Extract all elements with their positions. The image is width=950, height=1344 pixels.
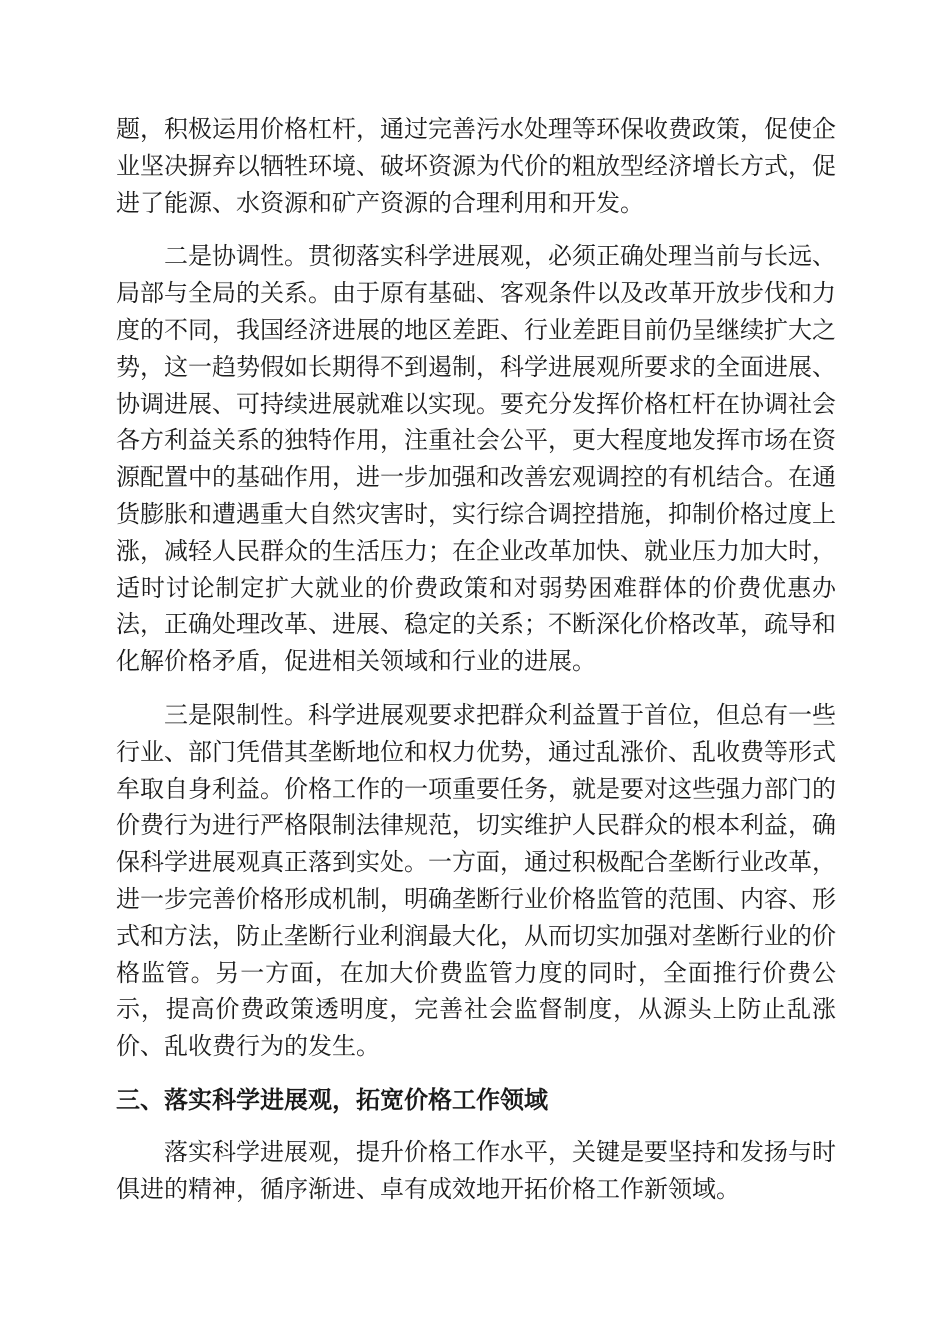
section-heading: 三、落实科学进展观，拓宽价格工作领域 <box>116 1085 548 1114</box>
paragraph-restriction: 三是限制性。科学进展观要求把群众利益置于首位，但总有一些行业、部门凭借其垄断地位和权力优势，通过乱涨价、乱收费等形式牟取自身利益。价格工作的一项重要任务，就是要对这些强力部门的价费行为进行严格限制法律规范，切实维护人民群众的根本利益，确保科学进展观真正落到实处。一方面，通过积极配合垄断行业改革，进一步完善价格形成机制，明确垄断行业价格监管的范围、内容、形式和方法，防止垄断行业利润最大化，从而切实加强对垄断行业的价格监管。另一方面，在加大价费监管力度的同时，全面推行价费公示，提高价费政策透明度，完善社会监督制度，从源头上防止乱涨价、乱收费行为的发生。 <box>116 700 836 1061</box>
paragraph-closing: 落实科学进展观，提升价格工作水平，关键是要坚持和发扬与时俱进的精神，循序渐进、卓有成效地开拓价格工作新领域。 <box>116 1137 836 1203</box>
paragraph-continuation: 题，积极运用价格杠杆，通过完善污水处理等环保收费政策，促使企业坚决摒弃以牺牲环境、破坏资源为代价的粗放型经济增长方式，促进了能源、水资源和矿产资源的合理利用和开发。 <box>116 115 836 217</box>
document-body <box>116 111 836 1224</box>
paragraph-coordination: 二是协调性。贯彻落实科学进展观，必须正确处理当前与长远、局部与全局的关系。由于原有基础、客观条件以及改革开放步伐和力度的不同，我国经济进展的地区差距、行业差距目前仍呈继续扩大之势，这一趋势假如长期得不到遏制，科学进展观所要求的全面进展、协调进展、可持续进展就难以实现。要充分发挥价格杠杆在协调社会各方利益关系的独特作用，注重社会公平，更大程度地发挥市场在资源配置中的基础作用，进一步加强和改善宏观调控的有机结合。在通货膨胀和遭遇重大自然灾害时，实行综合调控措施，抑制价格过度上涨，减轻人民群众的生活压力；在企业改革加快、就业压力加大时，适时讨论制定扩大就业的价费政策和对弱势困难群体的价费优惠办法，正确处理改革、进展、稳定的关系；不断深化价格改革，疏导和化解价格矛盾，促进相关领域和行业的进展。 <box>116 242 836 676</box>
